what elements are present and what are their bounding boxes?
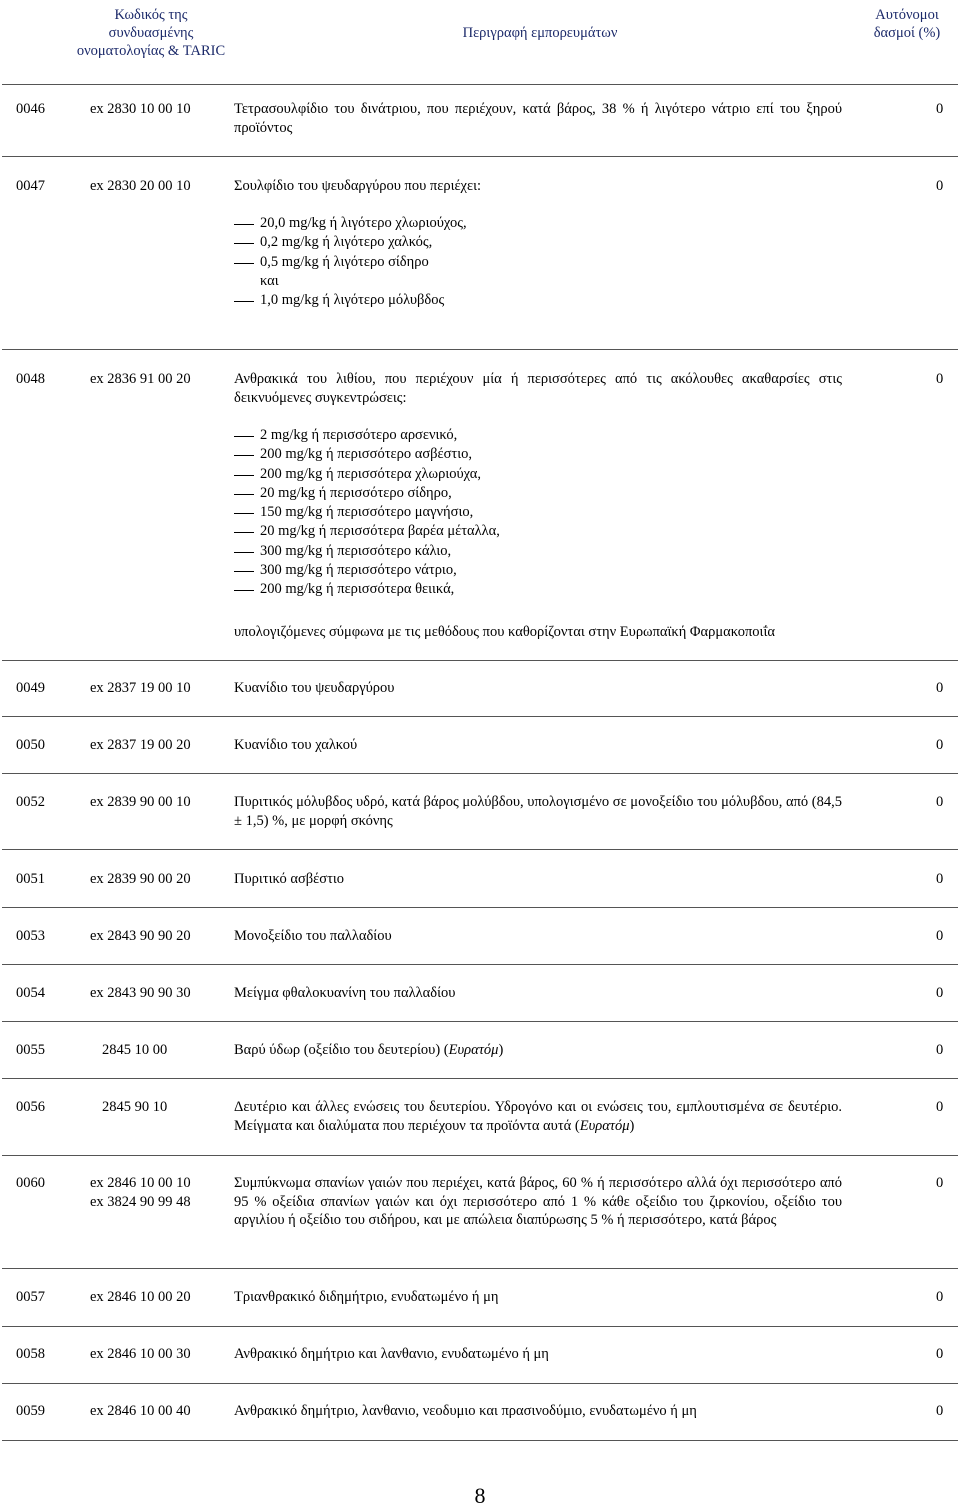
row-divider [2,849,958,850]
duty-rate: 0 [936,985,944,1001]
cn-code: ex 2830 20 00 10 [90,178,191,194]
duty-rate: 0 [936,1099,944,1115]
order-number: 0046 [16,101,45,117]
duty-rate: 0 [936,178,944,194]
goods-description: Ανθρακικό δημήτριο, λανθανιο, νεοδυμιο και πρασινοδύμιο, ενυδατωμένο ή μη [234,1403,697,1419]
euratom-mark: Ευρατόμ [579,1117,630,1134]
list-item: 200 mg/kg ή περισσότερα θειικά, [234,580,842,599]
duty-rate: 0 [936,871,944,887]
row-divider [2,907,958,908]
list-item: 20 mg/kg ή περισσότερα βαρέα μέταλλα, [234,522,842,541]
order-number: 0049 [16,680,45,696]
duty-rate: 0 [936,794,944,810]
cn-code: ex 2846 10 00 30 [90,1346,191,1362]
order-number: 0057 [16,1289,45,1305]
row-divider [2,1268,958,1269]
goods-description: Τριανθρακικό διδημήτριο, ενυδατωμένο ή μη [234,1289,499,1305]
order-number: 0048 [16,371,45,387]
order-number: 0060 [16,1175,45,1191]
duty-rate: 0 [936,1175,944,1191]
description-text: Δευτέριο και άλλες ενώσεις του δευτερίου. Υδρογόνο και οι ενώσεις του, εμπλουτισμένα σε δευτέριο. Μείγματα και διαλύματα που περιέχουν τα προϊόντα αυτά ( [234,1099,842,1134]
duty-rate: 0 [936,101,944,117]
row-divider [2,84,958,85]
impurity-list [234,426,842,600]
duty-rate: 0 [936,737,944,753]
order-number: 0056 [16,1099,45,1115]
cn-code: 2845 10 00 [102,1042,168,1058]
duty-rate: 0 [936,1346,944,1362]
order-number: 0053 [16,928,45,944]
impurity-list [234,214,842,310]
header-code-column: Κωδικός της συνδυασμένης ονοματολογίας & TARIC [76,7,226,59]
goods-description: Ανθρακικά του λιθίου, που περιέχουν μία ή περισσότερες από τις ακόλουθες ακαθαρσίες στις δεικνυόμενες συγκεντρώσεις: [234,371,842,406]
order-number: 0059 [16,1403,45,1419]
row-divider [2,349,958,350]
list-item: 0,2 mg/kg ή λιγότερο χαλκός, [234,233,842,252]
order-number: 0052 [16,794,45,810]
cn-code: ex 2839 90 00 20 [90,871,191,887]
cn-code: ex 2843 90 90 20 [90,928,191,944]
order-number: 0047 [16,178,45,194]
list-item: 2 mg/kg ή περισσότερο αρσενικό, [234,426,842,445]
cn-code: ex 2846 10 00 10 [90,1175,191,1191]
goods-description: Μείγμα φθαλοκυανίνη του παλλαδίου [234,985,456,1001]
cn-code: ex 2837 19 00 10 [90,680,191,696]
cn-code: ex 2836 91 00 20 [90,371,191,387]
row-divider [2,156,958,157]
list-item: 20 mg/kg ή περισσότερο σίδηρο, [234,484,842,503]
page-number: 8 [474,1483,486,1508]
order-number: 0054 [16,985,45,1001]
cn-code: ex 2843 90 90 30 [90,985,191,1001]
cn-code: 2845 90 10 [102,1099,168,1115]
duty-rate: 0 [936,928,944,944]
table-header [0,0,960,84]
duty-rate: 0 [936,1042,944,1058]
list-item: 150 mg/kg ή περισσότερο μαγνήσιο, [234,503,842,522]
cn-code: ex 2839 90 00 10 [90,794,191,810]
header-duty-column: Αυτόνομοι δασμοί (%) [873,7,941,41]
duty-rate: 0 [936,371,944,387]
goods-description: Πυριτικό ασβέστιο [234,871,345,887]
cn-code: ex 2837 19 00 20 [90,737,191,753]
goods-description: Ανθρακικό δημήτριο και λανθανιο, ενυδατωμένο ή μη [234,1346,549,1362]
list-item: 300 mg/kg ή περισσότερο νάτριο, [234,561,842,580]
euratom-mark: Ευρατόμ [448,1042,499,1058]
duty-rate: 0 [936,1403,944,1419]
goods-description [234,1041,842,1060]
duty-rate: 0 [936,1289,944,1305]
list-item: 1,0 mg/kg ή λιγότερο μόλυβδος [234,291,842,310]
row-divider [2,1383,958,1384]
row-divider [2,1078,958,1079]
row-divider [2,1326,958,1327]
goods-description: Συμπύκνωμα σπανίων γαιών που περιέχει, κατά βάρος, 60 % ή περισσότερο αλλά όχι περισσότερο από 95 % οξείδια σπανίων γαιών και όχι περισσότερο από 1 % κάθε οξείδιο του ζιρκονίου, οξείδιο του αργιλίου ή οξείδιο του σιδήρου, και με απώλεια διαπύρωσης 5 % ή περισσότερο, κατά βάρος [234,1175,842,1228]
description-closing: ) [498,1042,504,1058]
pharmacopoeia-note: υπολογιζόμενες σύμφωνα με τις μεθόδους που καθορίζονται στην Ευρωπαϊκή Φαρμακοποιΐα [234,624,775,640]
order-number: 0051 [16,871,45,887]
list-item: 0,5 mg/kg ή λιγότερο σίδηρο [234,253,842,272]
cn-code: ex 2846 10 00 40 [90,1403,191,1419]
goods-description: Τετρασουλφίδιο του δινάτριου, που περιέχουν, κατά βάρος, 38 % ή λιγότερο νάτριο επί του ξηρού προϊόντος [234,101,842,136]
order-number: 0055 [16,1042,45,1058]
goods-description: Κυανίδιο του χαλκού [234,737,358,753]
goods-description: Μονοξείδιο του παλλαδίου [234,928,392,944]
order-number: 0058 [16,1346,45,1362]
list-item: 200 mg/kg ή περισσότερα χλωριούχα, [234,465,842,484]
cn-code: ex 2846 10 00 20 [90,1289,191,1305]
list-item: 300 mg/kg ή περισσότερο κάλιο, [234,542,842,561]
description-closing: ) [629,1117,635,1134]
row-divider [2,1440,958,1441]
list-item: 20,0 mg/kg ή λιγότερο χλωριούχος, [234,214,842,233]
cn-code: ex 2830 10 00 10 [90,101,191,117]
row-divider [2,1155,958,1156]
description-text: Βαρύ ύδωρ (οξείδιο του δευτερίου) ( [234,1042,449,1058]
order-number: 0050 [16,737,45,753]
goods-description: Σουλφίδιο του ψευδαργύρου που περιέχει: [234,178,482,194]
row-divider [2,773,958,774]
goods-description: Κυανίδιο του ψευδαργύρου [234,680,395,696]
goods-description [234,1098,842,1135]
duty-rate: 0 [936,680,944,696]
row-divider [2,964,958,965]
cn-code-secondary: ex 3824 90 99 48 [90,1193,191,1210]
goods-description: Πυριτικός μόλυβδος υδρό, κατά βάρος μολύβδου, υπολογισμένο σε μονοξείδιο του μόλυβδου, από (84,5 ± 1,5) %, με μορφή σκόνης [234,794,842,829]
row-divider [2,716,958,717]
list-item: 200 mg/kg ή περισσότερο ασβέστιο, [234,445,842,464]
header-description-column: Περιγραφή εμπορευμάτων [462,25,618,41]
list-item: και [260,272,279,289]
row-divider [2,1021,958,1022]
row-divider [2,660,958,661]
